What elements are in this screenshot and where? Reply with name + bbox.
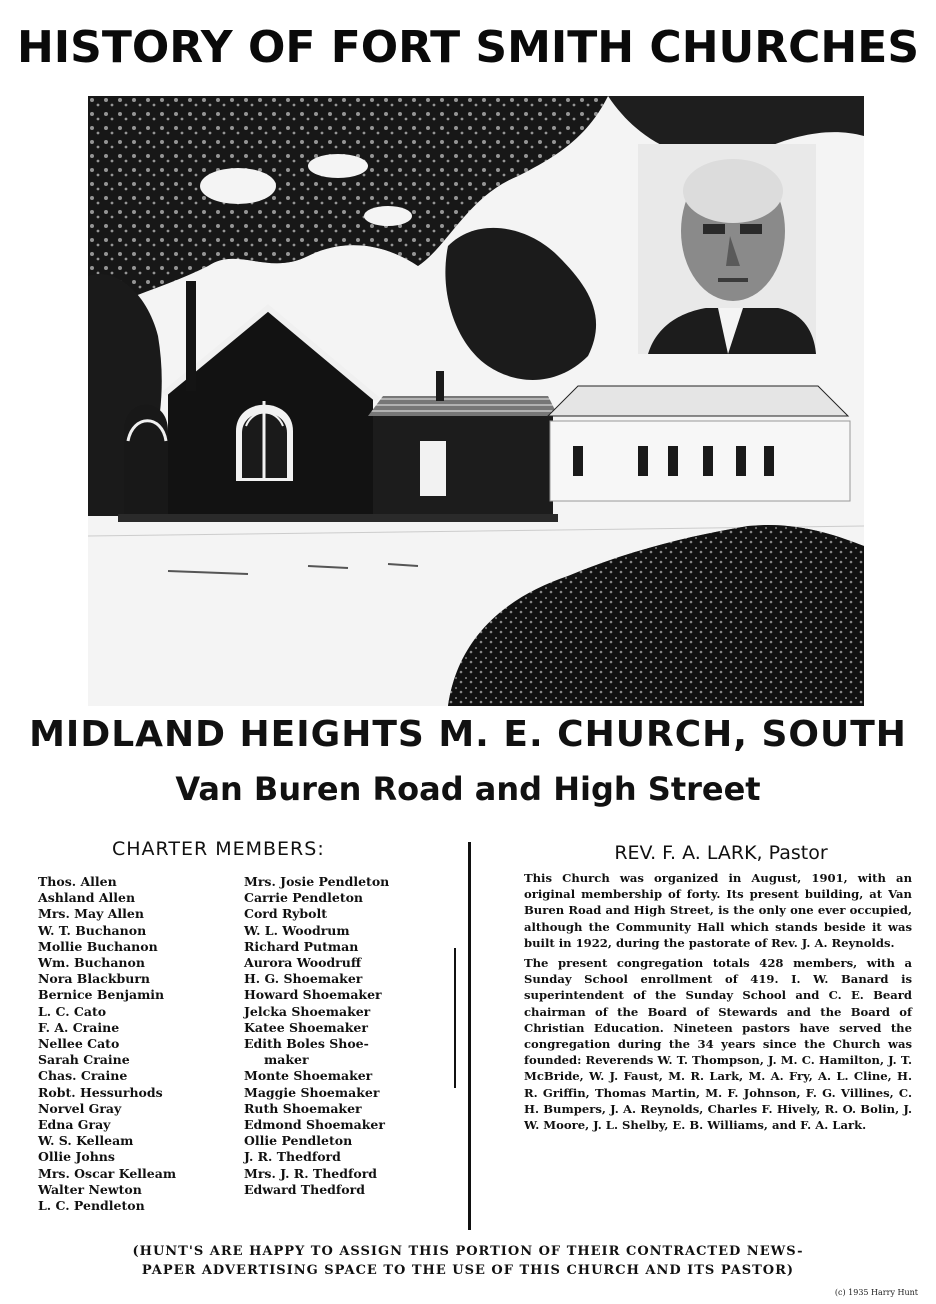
charter-member: Ollie Pendleton bbox=[244, 1133, 353, 1149]
charter-member: Ashland Allen bbox=[38, 890, 136, 906]
copyright-notice: (c) 1935 Harry Hunt bbox=[834, 1288, 918, 1297]
church-building-image bbox=[88, 96, 864, 706]
column-divider bbox=[468, 842, 471, 1230]
charter-members-column-b bbox=[244, 874, 414, 1198]
charter-member: Katee Shoemaker bbox=[244, 1019, 368, 1035]
charter-member: Thos. Allen bbox=[38, 874, 117, 889]
charter-member: Aurora Woodruff bbox=[244, 955, 362, 971]
charter-member: Howard Shoemaker bbox=[244, 987, 382, 1003]
church-address: Van Buren Road and High Street bbox=[175, 770, 761, 808]
charter-member: Edith Boles Shoe- bbox=[244, 1036, 369, 1052]
charter-member: W. L. Woodrum bbox=[244, 922, 350, 938]
charter-member: Edna Gray bbox=[38, 1117, 111, 1133]
sponsor-notice-line: (HUNT'S ARE HAPPY TO ASSIGN THIS PORTION OF THEIR CONTRACTED NEWS- bbox=[132, 1244, 804, 1259]
charter-member: Carrie Pendleton bbox=[244, 890, 364, 906]
church-photo bbox=[88, 96, 864, 706]
charter-member: Mrs. Oscar Kelleam bbox=[38, 1165, 177, 1181]
charter-member: Cord Rybolt bbox=[244, 906, 327, 922]
charter-member: Norvel Gray bbox=[38, 1100, 122, 1116]
charter-member: L. C. Pendleton bbox=[38, 1198, 145, 1214]
charter-member: Nora Blackburn bbox=[38, 971, 150, 987]
charter-member: L. C. Cato bbox=[38, 1003, 107, 1019]
charter-member: Bernice Benjamin bbox=[38, 987, 165, 1003]
charter-member: Robt. Hessurhods bbox=[38, 1084, 163, 1100]
charter-member: J. R. Thedford bbox=[244, 1149, 341, 1165]
charter-member: Jelcka Shoemaker bbox=[244, 1003, 371, 1019]
charter-member: F. A. Craine bbox=[38, 1019, 120, 1035]
sponsor-notice bbox=[60, 1242, 876, 1280]
column-divider-minor bbox=[454, 948, 456, 1088]
charter-member: Mollie Buchanon bbox=[38, 938, 158, 954]
charter-member: Edward Thedford bbox=[244, 1181, 365, 1197]
charter-member: Maggie Shoemaker bbox=[244, 1084, 380, 1100]
history-paragraph: The present congregation totals 428 members, with a Sunday School enrollment of 419. I. W. Banard is superintendent of the Sunday School and C. E. Beard chairman of the Board of Stewards and the Board of Christian Education. Nineteen pastors have served the congregation during the 34 years since the Church was founded: Reverends W. T. Thompson, J. M. C. Hamilton, J. T. McBride, W. J. Faust, M. R. Lark, M. A. Fry, A. L. Cline, H. R. Griffin, Thomas Martin, M. F. Johnson, F. G. Villines, C. H. Bumpers, J. A. Reynolds, Charles F. Hively, R. O. Bolin, J. W. Moore, J. L. Shelby, E. B. Williams, and F. A. Lark. bbox=[524, 956, 912, 1133]
sponsor-notice-line: PAPER ADVERTISING SPACE TO THE USE OF THIS CHURCH AND ITS PASTOR) bbox=[141, 1263, 795, 1278]
charter-members-column-a bbox=[38, 874, 228, 1214]
charter-member: Wm. Buchanon bbox=[38, 955, 145, 971]
church-history-text bbox=[524, 870, 912, 1137]
charter-member: Walter Newton bbox=[38, 1181, 142, 1197]
charter-member: W. S. Kelleam bbox=[38, 1133, 134, 1149]
charter-member: Richard Putman bbox=[244, 938, 359, 954]
charter-member: Mrs. J. R. Thedford bbox=[244, 1165, 378, 1181]
charter-member: Sarah Craine bbox=[38, 1052, 130, 1068]
charter-member: H. G. Shoemaker bbox=[244, 971, 363, 987]
charter-member: Mrs. Josie Pendleton bbox=[244, 874, 390, 889]
charter-members-heading: CHARTER MEMBERS: bbox=[112, 838, 325, 860]
history-paragraph: This Church was organized in August, 1901, with an original membership of forty. Its present building, at Van Buren Road and High Street, is the only one ever occupied, although the Community Hall which stands beside it was built in 1922, during the pastorate of Rev. J. A. Reynolds. bbox=[524, 871, 912, 950]
charter-member: Nellee Cato bbox=[38, 1036, 120, 1052]
charter-member: Edmond Shoemaker bbox=[244, 1117, 385, 1133]
charter-member: Ollie Johns bbox=[38, 1149, 115, 1165]
charter-member: Chas. Craine bbox=[38, 1068, 128, 1084]
charter-member: maker bbox=[264, 1052, 309, 1068]
charter-member: Ruth Shoemaker bbox=[244, 1100, 362, 1116]
pastor-heading: REV. F. A. LARK, Pastor bbox=[614, 842, 828, 864]
charter-member: Mrs. May Allen bbox=[38, 906, 144, 922]
charter-member: Monte Shoemaker bbox=[244, 1068, 373, 1084]
church-name: MIDLAND HEIGHTS M. E. CHURCH, SOUTH bbox=[29, 714, 907, 755]
charter-member: W. T. Buchanon bbox=[38, 922, 147, 938]
page-headline: HISTORY OF FORT SMITH CHURCHES bbox=[16, 22, 920, 73]
